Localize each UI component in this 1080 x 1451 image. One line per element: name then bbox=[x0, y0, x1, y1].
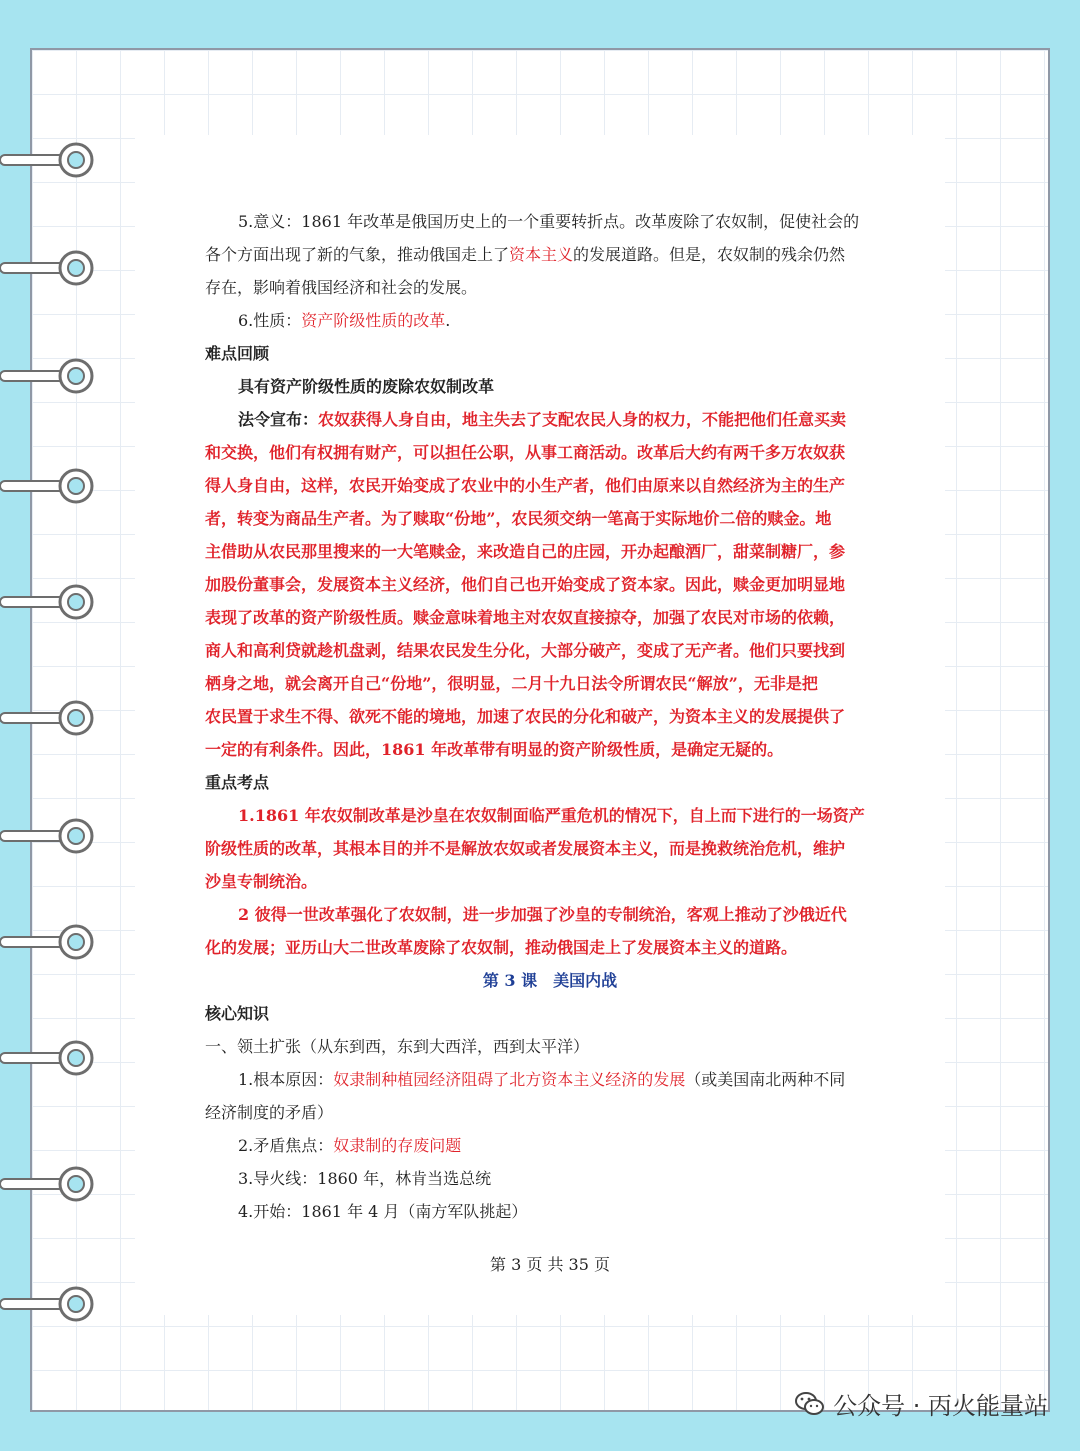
subheading-reform: 具有资产阶级性质的废除农奴制改革 bbox=[238, 377, 495, 396]
significance-line-1: 5.意义：1861 年改革是俄国历史上的一个重要转折点。改革废除了农奴制，促使社会的 bbox=[238, 212, 860, 231]
decree-line: 和交换，他们有权拥有财产，可以担任公职，从事工商活动。改革后大约有两千多万农奴获 bbox=[205, 443, 846, 462]
root-cause-line: 1.根本原因：奴隶制种植园经济阻碍了北方资本主义经济的发展（或美国南北两种不同 bbox=[238, 1070, 846, 1089]
decree-line-0: 法令宣布：农奴获得人身自由，地主失去了支配农民人身的权力，不能把他们任意买卖 bbox=[238, 410, 847, 429]
section-heading-keypoints: 重点考点 bbox=[205, 773, 270, 792]
highlight-root-cause: 奴隶制种植园经济阻碍了北方资本主义经济的发展 bbox=[333, 1070, 686, 1089]
territory-expansion-line: 一、领土扩张（从东到西，东到大西洋，西到太平洋） bbox=[205, 1037, 590, 1056]
decree-line: 得人身自由，这样，农民开始变成了农业中的小生产者，他们由原来以自然经济为主的生产 bbox=[205, 476, 846, 495]
decree-line: 一定的有利条件。因此，1861 年改革带有明显的资产阶级性质，是确定无疑的。 bbox=[205, 740, 784, 759]
spiral-ring bbox=[0, 814, 100, 858]
trigger-line: 3.导火线：1860 年，林肯当选总统 bbox=[238, 1169, 492, 1188]
section-heading-core: 核心知识 bbox=[205, 1004, 270, 1023]
spiral-ring bbox=[0, 1282, 100, 1326]
spiral-ring bbox=[0, 138, 100, 182]
significance-line-2: 各个方面出现了新的气象，推动俄国走上了资本主义的发展道路。但是，农奴制的残余仍然 bbox=[205, 245, 846, 264]
spiral-ring bbox=[0, 464, 100, 508]
spiral-ring bbox=[0, 580, 100, 624]
decree-line: 栖身之地，就会离开自己“份地”，很明显，二月十九日法令所谓农民“解放”，无非是把 bbox=[205, 674, 818, 693]
spiral-ring bbox=[0, 696, 100, 740]
significance-line-3: 存在，影响着俄国经济和社会的发展。 bbox=[205, 278, 478, 297]
section-heading-difficult: 难点回顾 bbox=[205, 344, 270, 363]
start-line: 4.开始：1861 年 4 月（南方军队挑起） bbox=[238, 1202, 528, 1221]
document-content bbox=[205, 205, 895, 1228]
spiral-ring bbox=[0, 920, 100, 964]
focus-line: 2.矛盾焦点：奴隶制的存废问题 bbox=[238, 1136, 462, 1155]
decree-line: 加股份董事会，发展资本主义经济，他们自己也开始变成了资本家。因此，赎金更加明显地 bbox=[205, 575, 846, 594]
keypoint-line: 2 彼得一世改革强化了农奴制，进一步加强了沙皇的专制统治，客观上推动了沙俄近代 bbox=[238, 905, 847, 924]
watermark bbox=[795, 1386, 1048, 1421]
keypoint-line: 1.1861 年农奴制改革是沙皇在农奴制面临严重危机的情况下，自上而下进行的一场资产 bbox=[238, 806, 865, 825]
decree-line: 者，转变为商品生产者。为了赎取“份地”，农民须交纳一笔高于实际地价二倍的赎金。地 bbox=[205, 509, 832, 528]
page-number: 第 3 页 共 35 页 bbox=[490, 1255, 610, 1274]
decree-line: 主借助从农民那里搜来的一大笔赎金，来改造自己的庄园，开办起酿酒厂，甜菜制糖厂，参 bbox=[205, 542, 846, 561]
spiral-ring bbox=[0, 1036, 100, 1080]
spiral-ring bbox=[0, 354, 100, 398]
decree-line: 表现了改革的资产阶级性质。赎金意味着地主对农奴直接掠夺，加强了农民对市场的依赖， bbox=[205, 608, 846, 627]
keypoint-line: 化的发展；亚历山大二世改革废除了农奴制，推动俄国走上了发展资本主义的道路。 bbox=[205, 938, 798, 957]
keypoint-line: 沙皇专制统治。 bbox=[205, 872, 318, 891]
lesson-title: 第 3 课 美国内战 bbox=[482, 971, 618, 990]
highlight-focus: 奴隶制的存废问题 bbox=[333, 1136, 462, 1155]
spiral-ring bbox=[0, 1162, 100, 1206]
wechat-icon bbox=[795, 1391, 825, 1417]
nature-line: 6.性质：资产阶级性质的改革. bbox=[238, 311, 451, 330]
keypoint-line: 阶级性质的改革，其根本目的并不是解放农奴或者发展资本主义，而是挽救统治危机，维护 bbox=[205, 839, 846, 858]
spiral-ring bbox=[0, 246, 100, 290]
root-cause-line-2: 经济制度的矛盾） bbox=[205, 1103, 334, 1122]
highlight-capitalism: 资本主义 bbox=[509, 245, 574, 264]
decree-line: 商人和高利贷就趁机盘剥，结果农民发生分化，大部分破产，变成了无产者。他们只要找到 bbox=[205, 641, 846, 660]
decree-line: 农民置于求生不得、欲死不能的境地，加速了农民的分化和破产，为资本主义的发展提供了 bbox=[205, 707, 846, 726]
highlight-nature: 资产阶级性质的改革 bbox=[301, 311, 446, 330]
watermark-text: 公众号 · 丙火能量站 bbox=[833, 1392, 1048, 1420]
